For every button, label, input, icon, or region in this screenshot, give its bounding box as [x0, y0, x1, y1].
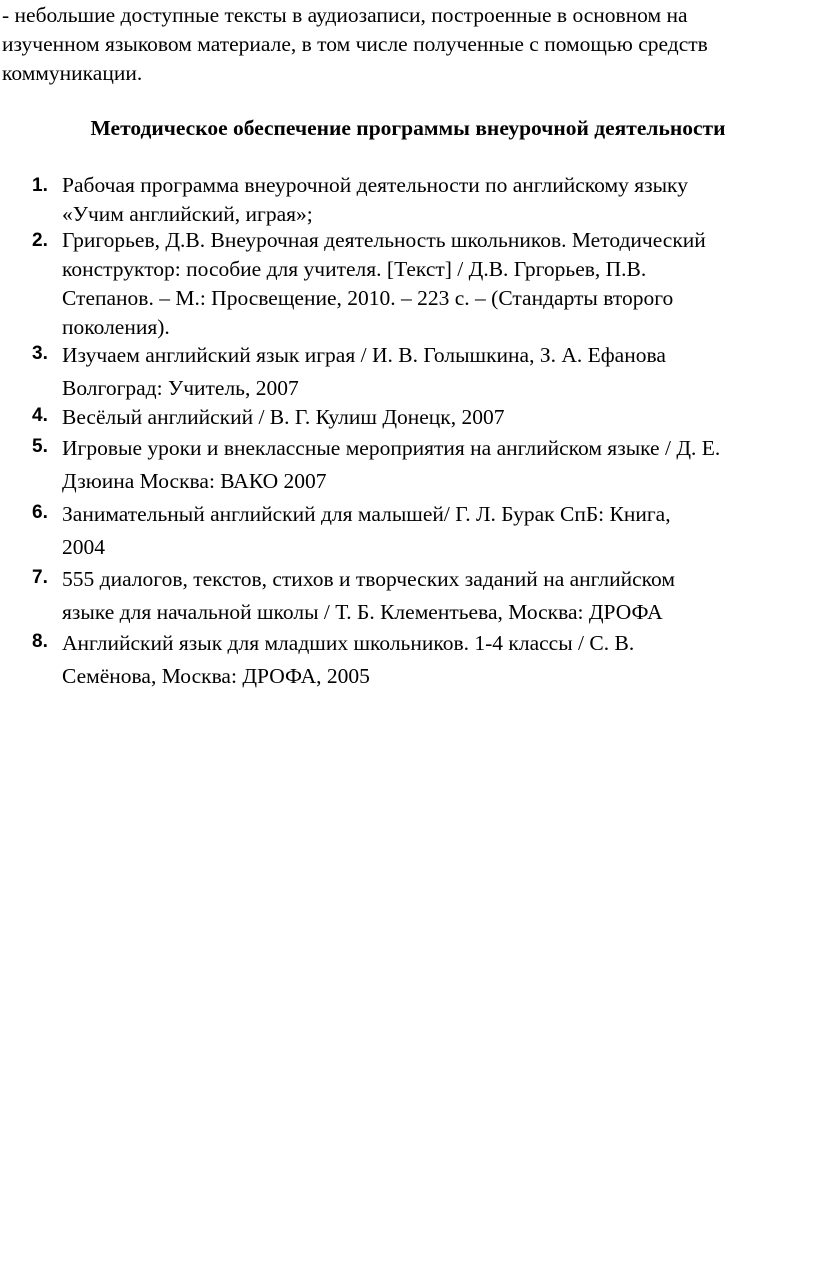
list-item-number: 8.: [32, 631, 48, 652]
list-item-text: Изучаем английский язык играя / И. В. Голышкина, З. А. Ефанова Волгоград: Учитель, 2007: [62, 343, 666, 400]
list-item-text: Рабочая программа внеурочной деятельности по английскому языку «Учим английский, играя»;: [62, 173, 688, 226]
list-item-number: 4.: [32, 405, 48, 426]
list-item-text: Занимательный английский для малышей/ Г. Л. Бурак СпБ: Книга, 2004: [62, 502, 671, 559]
list-item-number: 1.: [32, 175, 48, 196]
list-item-text: Весёлый английский / В. Г. Кулиш Донецк, 2007: [62, 405, 505, 429]
list-item-number: 7.: [32, 567, 48, 588]
list-item-number: 3.: [32, 343, 48, 364]
list-item-text: 555 диалогов, текстов, стихов и творческих заданий на английском языке для начальной школы / Т. Б. Клементьева, Москва: ДРОФА: [62, 567, 675, 624]
list-item-number: 2.: [32, 230, 48, 251]
list-item-text: Английский язык для младших школьников. 1-4 класcы / С. В. Семёнова, Москва: ДРОФА, 2005: [62, 631, 635, 688]
intro-paragraph: - небольшие доступные тексты в аудиозаписи, построенные в основном на изученном языковом материале, в том числе полученные с помощью средств коммуникации.: [2, 3, 708, 85]
section-heading: Методическое обеспечение программы внеурочной деятельности: [90, 116, 726, 140]
list-item-text: Игровые уроки и внеклассные мероприятия на английском языке / Д. Е. Дзюина Москва: ВАКО 2007: [62, 436, 721, 493]
list-item-number: 5.: [32, 436, 48, 457]
list-item-text: Григорьев, Д.В. Внеурочная деятельность школьников. Методический конструктор: пособие для учителя. [Текст] / Д.В. Гргорьев, П.В. Степанов. – М.: Просвещение, 2010. – 223 с. – (Стандарты второго поколения).: [62, 228, 706, 339]
list-item-number: 6.: [32, 502, 48, 523]
